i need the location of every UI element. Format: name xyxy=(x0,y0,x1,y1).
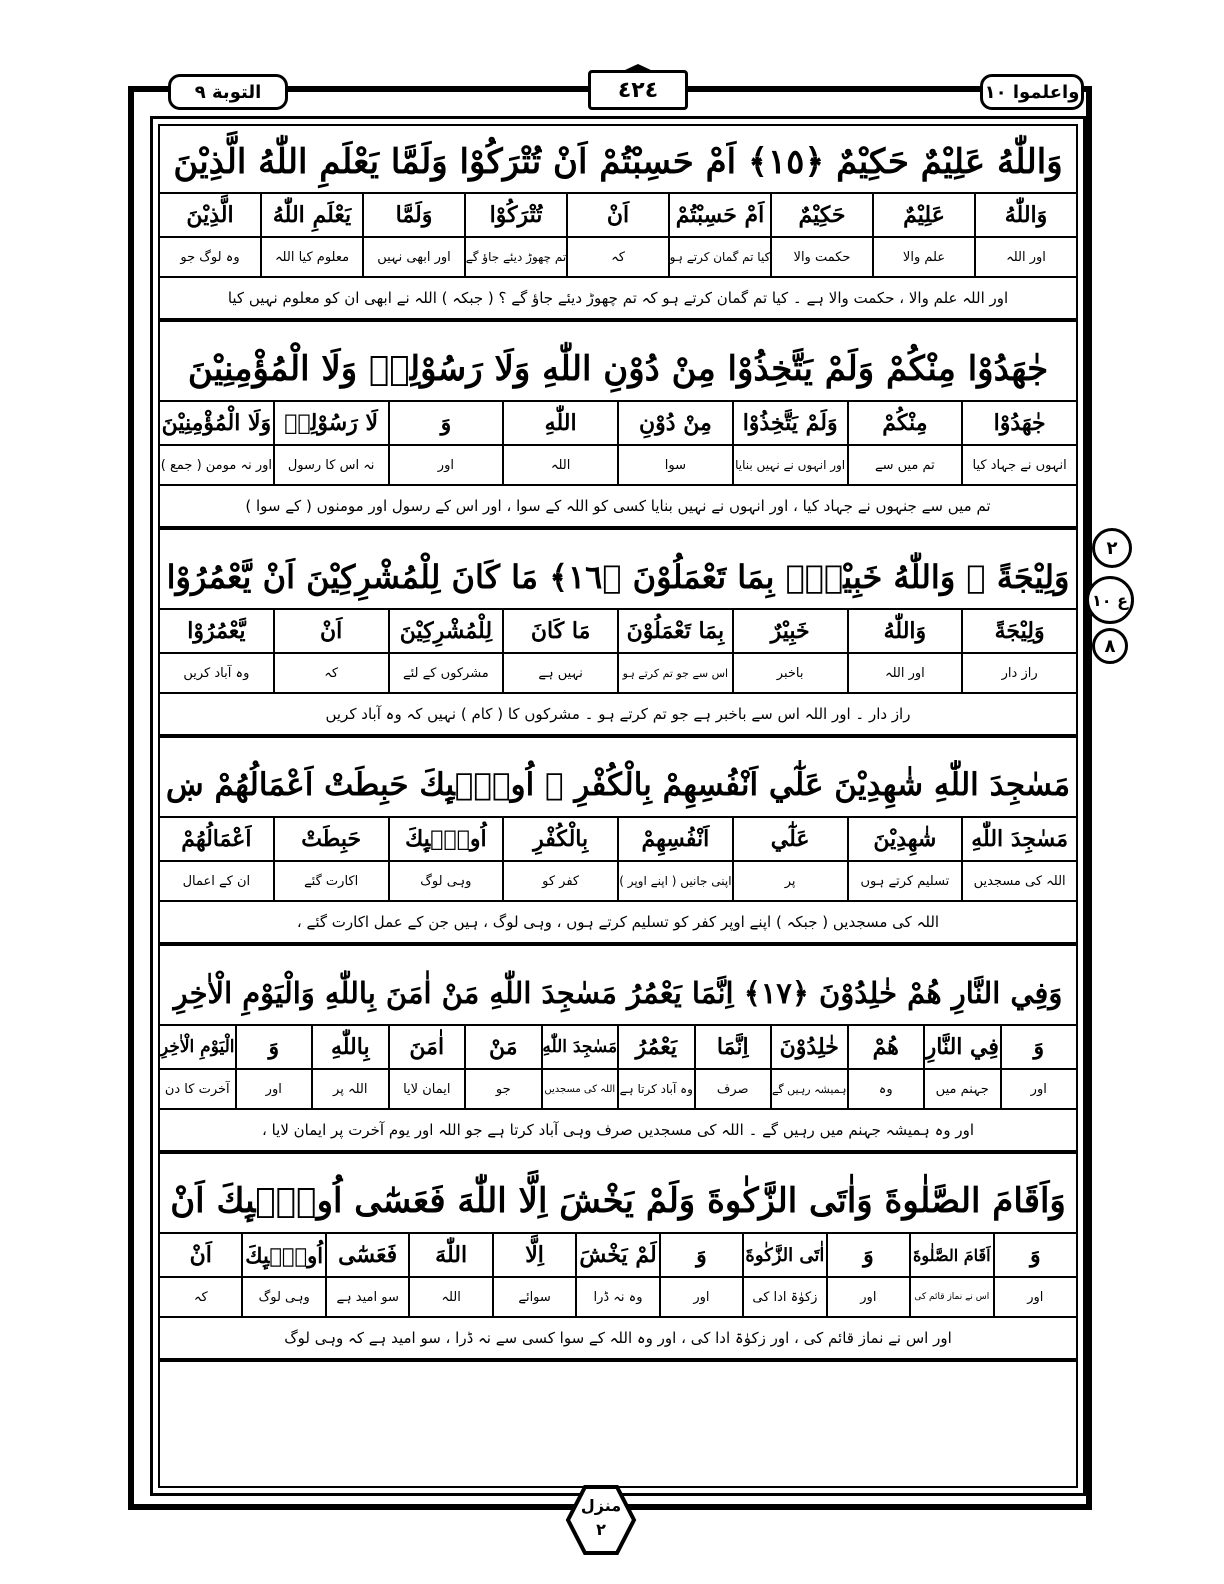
urdu-meaning-cell: اللہ xyxy=(502,446,617,484)
urdu-meaning-cell: اکارت گئے xyxy=(273,862,388,900)
side-marker-top: ٢ xyxy=(1092,528,1132,568)
urdu-meaning-cell: وہ آباد کریں xyxy=(183,665,250,681)
arabic-word-cell: اَنْ xyxy=(273,610,388,652)
urdu-translation-line: اللہ کی مسجدیں ( جبکہ ) اپنے اوپر کفر کو تسلیم کرتے ہوں ، وہی لوگ ، ہیں جن کے عمل اکارت گئے ، xyxy=(160,902,1076,946)
arabic-word-cell: اللّٰهَ xyxy=(408,1234,491,1276)
arabic-word-cell: مِنْكُمْ xyxy=(847,402,962,444)
urdu-meaning-cell: راز دار xyxy=(961,654,1076,692)
arabic-verse-line: وَاَقَامَ الصَّلٰوةَ وَاٰتَى الزَّكٰوةَ وَلَمْ يَخْشَ اِلَّا اللّٰهَ فَعَسٰٓى اُولٰۗىِٕكَ اَنْ xyxy=(160,1170,1076,1234)
urdu-translation-line: اور وہ ہمیشہ جہنم میں رہیں گے ۔ اللہ کی مسجدیں صرف وہی آباد کرتا ہے جو اللہ اور یوم آخرت پر ایمان لایا ، xyxy=(160,1110,1076,1154)
urdu-meaning-cell: نہ اس کا رسول xyxy=(273,446,388,484)
arabic-word-cell: وَ xyxy=(993,1234,1076,1276)
arabic-word-cell: اَقَامَ الصَّلٰوةَ xyxy=(909,1234,992,1276)
manzil-label: منزل xyxy=(580,1496,622,1515)
urdu-meaning-cell: وہ نہ ڈرا xyxy=(575,1278,658,1316)
arabic-word-cell: هُمْ xyxy=(847,1026,924,1068)
arabic-verse-line: مَسٰجِدَ اللّٰهِ شٰهِدِيْنَ عَلٰٓي اَنْفُسِهِمْ بِالْكُفْرِ ۭ اُولٰۗىِٕكَ حَبِطَتْ اَعْمَالُهُمْ ښ xyxy=(160,754,1076,818)
urdu-meaning-cell: اللہ xyxy=(408,1278,491,1316)
urdu-meaning-cell: اور xyxy=(993,1278,1076,1316)
arabic-word-cell: جٰهَدُوْا xyxy=(961,402,1076,444)
urdu-meaning-cell: اور xyxy=(659,1278,742,1316)
arabic-word-cell: وَلَمَّا xyxy=(362,194,464,236)
urdu-meaning-cell: تم چھوڑ دیئے جاؤ گے xyxy=(464,238,566,276)
meaning-row xyxy=(160,654,1076,694)
arabic-word-cell: الْيَوْمِ الْاٰخِرِ xyxy=(160,1037,235,1057)
urdu-meaning-cell: باخبر xyxy=(732,654,847,692)
meaning-row xyxy=(160,1278,1076,1318)
arabic-word-cell: وَاللّٰهُ xyxy=(847,610,962,652)
arabic-word-cell: اٰمَنَ xyxy=(388,1026,465,1068)
urdu-meaning-cell: انہوں نے جہاد کیا xyxy=(961,446,1076,484)
urdu-translation-line: راز دار ۔ اور اللہ اس سے باخبر ہے جو تم کرتے ہو ۔ مشرکوں کا ( کام ) نہیں کہ وہ آباد کریں xyxy=(160,694,1076,738)
arabic-word-cell: اَنْفُسِهِمْ xyxy=(617,818,732,860)
arabic-word-cell: اِنَّمَا xyxy=(694,1026,771,1068)
arabic-word-cell: مَنْ xyxy=(464,1026,541,1068)
arabic-word-cell: وَ xyxy=(1000,1026,1077,1068)
arabic-word-cell: اَنْ xyxy=(189,1242,212,1268)
verse-block xyxy=(160,1170,1076,1362)
arabic-word-cell: وَلِيْجَةً xyxy=(961,610,1076,652)
arabic-word-cell: بِمَا تَعْمَلُوْنَ xyxy=(617,610,732,652)
urdu-meaning-cell: اور انہوں نے نہیں بنایا xyxy=(732,446,847,484)
urdu-meaning-cell: اس سے جو تم کرتے ہو xyxy=(617,654,732,692)
arabic-word-cell: لَمْ يَخْشَ xyxy=(575,1234,658,1276)
arabic-word-cell: لِلْمُشْرِكِيْنَ xyxy=(388,610,503,652)
verse-block xyxy=(160,130,1076,322)
urdu-meaning-cell: زکوٰۃ ادا کی xyxy=(742,1278,825,1316)
meaning-row xyxy=(160,446,1076,486)
arabic-word-cell: وَلَا الْمُؤْمِنِيْنَ xyxy=(161,410,272,436)
urdu-meaning-cell: جو xyxy=(464,1070,541,1108)
arabic-word-cell: مَسٰجِدَ اللّٰهِ xyxy=(961,818,1076,860)
urdu-meaning-cell: کیا تم گمان کرتے ہو xyxy=(668,238,770,276)
urdu-meaning-cell: سوائے xyxy=(492,1278,575,1316)
arabic-word-cell: وَاللّٰهُ xyxy=(974,194,1076,236)
arabic-word-cell: خَبِيْرٌ xyxy=(732,610,847,652)
urdu-meaning-cell: ایمان لایا xyxy=(388,1070,465,1108)
urdu-meaning-cell: نہیں ہے xyxy=(502,654,617,692)
urdu-meaning-cell: جہنم میں xyxy=(923,1070,1000,1108)
urdu-meaning-cell: صرف xyxy=(694,1070,771,1108)
arabic-word-cell: عَلِيْمٌ xyxy=(872,194,974,236)
arabic-verse-line: وَفِي النَّارِ هُمْ خٰلِدُوْنَ ﴿١٧﴾ اِنَّمَا يَعْمُرُ مَسٰجِدَ اللّٰهِ مَنْ اٰمَنَ بِاللّٰهِ وَالْيَوْمِ الْاٰخِرِ xyxy=(160,962,1076,1026)
verse-block xyxy=(160,338,1076,530)
arabic-word-cell: فَعَسٰٓى xyxy=(325,1234,408,1276)
urdu-meaning-cell: ان کے اعمال xyxy=(182,873,251,889)
arabic-word-cell: وَلَمْ يَتَّخِذُوْا xyxy=(732,402,847,444)
arabic-word-cell: يَعْلَمِ اللّٰهُ xyxy=(260,194,362,236)
urdu-meaning-cell: سوا xyxy=(617,446,732,484)
arabic-word-cell: مَسٰجِدَ اللّٰهِ xyxy=(541,1026,618,1068)
urdu-meaning-cell: اور اللہ xyxy=(974,238,1076,276)
word-row xyxy=(160,402,1076,446)
urdu-meaning-cell: علم والا xyxy=(872,238,974,276)
arabic-word-cell: تُتْرَكُوْا xyxy=(464,194,566,236)
urdu-meaning-cell: اور xyxy=(235,1070,312,1108)
arabic-word-cell: وَ xyxy=(826,1234,909,1276)
verse-block xyxy=(160,962,1076,1154)
arabic-word-cell: لَا رَسُوْلِهٖ xyxy=(273,402,388,444)
arabic-word-cell: يَّعْمُرُوْا xyxy=(187,618,246,644)
arabic-word-cell: عَلٰٓي xyxy=(732,818,847,860)
arabic-word-cell: وَ xyxy=(388,402,503,444)
urdu-meaning-cell: آخرت کا دن xyxy=(164,1081,230,1097)
urdu-meaning-cell: اس نے نماز قائم کی xyxy=(909,1278,992,1316)
urdu-meaning-cell: سو امید ہے xyxy=(325,1278,408,1316)
arabic-word-cell: اَمْ حَسِبْتُمْ xyxy=(668,194,770,236)
urdu-meaning-cell: پر xyxy=(732,862,847,900)
surah-label: التوبة ٩ xyxy=(168,74,288,110)
urdu-meaning-cell: اپنی جانیں ( اپنے اوپر ) xyxy=(617,862,732,900)
verse-block xyxy=(160,754,1076,946)
arabic-verse-line: جٰهَدُوْا مِنْكُمْ وَلَمْ يَتَّخِذُوْا مِنْ دُوْنِ اللّٰهِ وَلَا رَسُوْلِهٖ وَلَا الْمُؤْمِنِيْنَ xyxy=(160,338,1076,402)
urdu-meaning-cell: کہ xyxy=(566,238,668,276)
arabic-word-cell: اٰتَى الزَّكٰوةَ xyxy=(742,1234,825,1276)
urdu-meaning-cell: وہی لوگ xyxy=(241,1278,324,1316)
meaning-row xyxy=(160,862,1076,902)
arabic-word-cell: اللّٰهِ xyxy=(502,402,617,444)
word-row xyxy=(160,1026,1076,1070)
urdu-translation-line: تم میں سے جنہوں نے جہاد کیا ، اور انہوں نے نہیں بنایا کسی کو اللہ کے سوا ، اور اس کے رسول اور مومنوں ( کے سوا ) xyxy=(160,486,1076,530)
arabic-word-cell: بِالْكُفْرِ xyxy=(502,818,617,860)
arabic-word-cell: حَكِيْمٌ xyxy=(770,194,872,236)
arabic-verse-line: وَاللّٰهُ عَلِيْمٌ حَكِيْمٌ ﴿١٥﴾ اَمْ حَسِبْتُمْ اَنْ تُتْرَكُوْا وَلَمَّا يَعْلَمِ اللّٰهُ الَّذِيْنَ xyxy=(160,130,1076,194)
word-row xyxy=(160,1234,1076,1278)
ruku-marker: ع ١٠ xyxy=(1086,576,1134,624)
arabic-word-cell: حَبِطَتْ xyxy=(273,818,388,860)
arabic-word-cell: شٰهِدِيْنَ xyxy=(847,818,962,860)
urdu-meaning-cell: وہی لوگ xyxy=(388,862,503,900)
meaning-row xyxy=(160,1070,1076,1110)
arabic-word-cell: الَّذِيْنَ xyxy=(186,202,234,228)
urdu-meaning-cell: ہمیشہ رہیں گے xyxy=(770,1070,847,1108)
arabic-word-cell: اَنْ xyxy=(566,194,668,236)
arabic-word-cell: بِاللّٰهِ xyxy=(311,1026,388,1068)
page-number: ٤٢٤ xyxy=(588,70,688,110)
arabic-word-cell: خٰلِدُوْنَ xyxy=(770,1026,847,1068)
urdu-meaning-cell: کہ xyxy=(273,654,388,692)
urdu-meaning-cell: معلوم کیا اللہ xyxy=(260,238,362,276)
urdu-meaning-cell: وہ xyxy=(847,1070,924,1108)
arabic-word-cell: اُولٰۗىِٕكَ xyxy=(388,818,503,860)
urdu-meaning-cell: اور xyxy=(826,1278,909,1316)
urdu-meaning-cell: کفر کو xyxy=(502,862,617,900)
arabic-word-cell: يَعْمُرُ xyxy=(617,1026,694,1068)
urdu-meaning-cell: اور xyxy=(1000,1070,1077,1108)
arabic-word-cell: اِلَّا xyxy=(492,1234,575,1276)
urdu-meaning-cell: حکمت والا xyxy=(770,238,872,276)
urdu-meaning-cell: اور نہ مومن ( جمع ) xyxy=(160,457,272,473)
urdu-translation-line: اور اللہ علم والا ، حکمت والا ہے ۔ کیا تم گمان کرتے ہو کہ تم چھوڑ دیئے جاؤ گے ؟ ( جبکہ ) اللہ نے ابھی ان کو معلوم نہیں کیا xyxy=(160,278,1076,322)
urdu-meaning-cell: اللہ پر xyxy=(311,1070,388,1108)
juz-label: واعلموا ١٠ xyxy=(980,74,1084,110)
urdu-meaning-cell: اور xyxy=(388,446,503,484)
arabic-word-cell: اَعْمَالُهُمْ xyxy=(181,826,252,852)
arabic-verse-line: وَلِيْجَةً ۭ وَاللّٰهُ خَبِيْرٌۢ بِمَا تَعْمَلُوْنَ ﴿١٦﴾ مَا كَانَ لِلْمُشْرِكِيْنَ اَنْ يَّعْمُرُوْا xyxy=(160,546,1076,610)
arabic-word-cell: مِنْ دُوْنِ xyxy=(617,402,732,444)
arabic-word-cell: اُولٰۗىِٕكَ xyxy=(241,1234,324,1276)
arabic-word-cell: مَا كَانَ xyxy=(502,610,617,652)
word-row xyxy=(160,610,1076,654)
arabic-word-cell: وَ xyxy=(659,1234,742,1276)
verse-block xyxy=(160,546,1076,738)
urdu-meaning-cell: مشرکوں کے لئے xyxy=(388,654,503,692)
urdu-meaning-cell: اور اللہ xyxy=(847,654,962,692)
arabic-word-cell: وَ xyxy=(235,1026,312,1068)
quran-translation-content xyxy=(160,126,1076,1488)
urdu-meaning-cell: اللہ کی مسجدیں xyxy=(541,1070,618,1108)
manzil-text xyxy=(565,1494,637,1542)
word-row xyxy=(160,194,1076,238)
urdu-meaning-cell: تم میں سے xyxy=(847,446,962,484)
meaning-row xyxy=(160,238,1076,278)
manzil-number: ٢ xyxy=(596,1520,606,1539)
urdu-meaning-cell: وہ لوگ جو xyxy=(180,249,240,265)
urdu-meaning-cell: تسلیم کرتے ہوں xyxy=(847,862,962,900)
urdu-meaning-cell: اللہ کی مسجدیں xyxy=(961,862,1076,900)
urdu-meaning-cell: وہ آباد کرتا ہے xyxy=(617,1070,694,1108)
arabic-word-cell: فِي النَّارِ xyxy=(923,1026,1000,1068)
urdu-meaning-cell: کہ xyxy=(193,1289,208,1305)
word-row xyxy=(160,818,1076,862)
side-marker-bottom: ٨ xyxy=(1092,628,1128,664)
urdu-meaning-cell: اور ابھی نہیں xyxy=(362,238,464,276)
urdu-translation-line: اور اس نے نماز قائم کی ، اور زکوٰۃ ادا کی ، اور وہ اللہ کے سوا کسی سے نہ ڈرا ، سو امید ہے کہ وہی لوگ xyxy=(160,1318,1076,1362)
